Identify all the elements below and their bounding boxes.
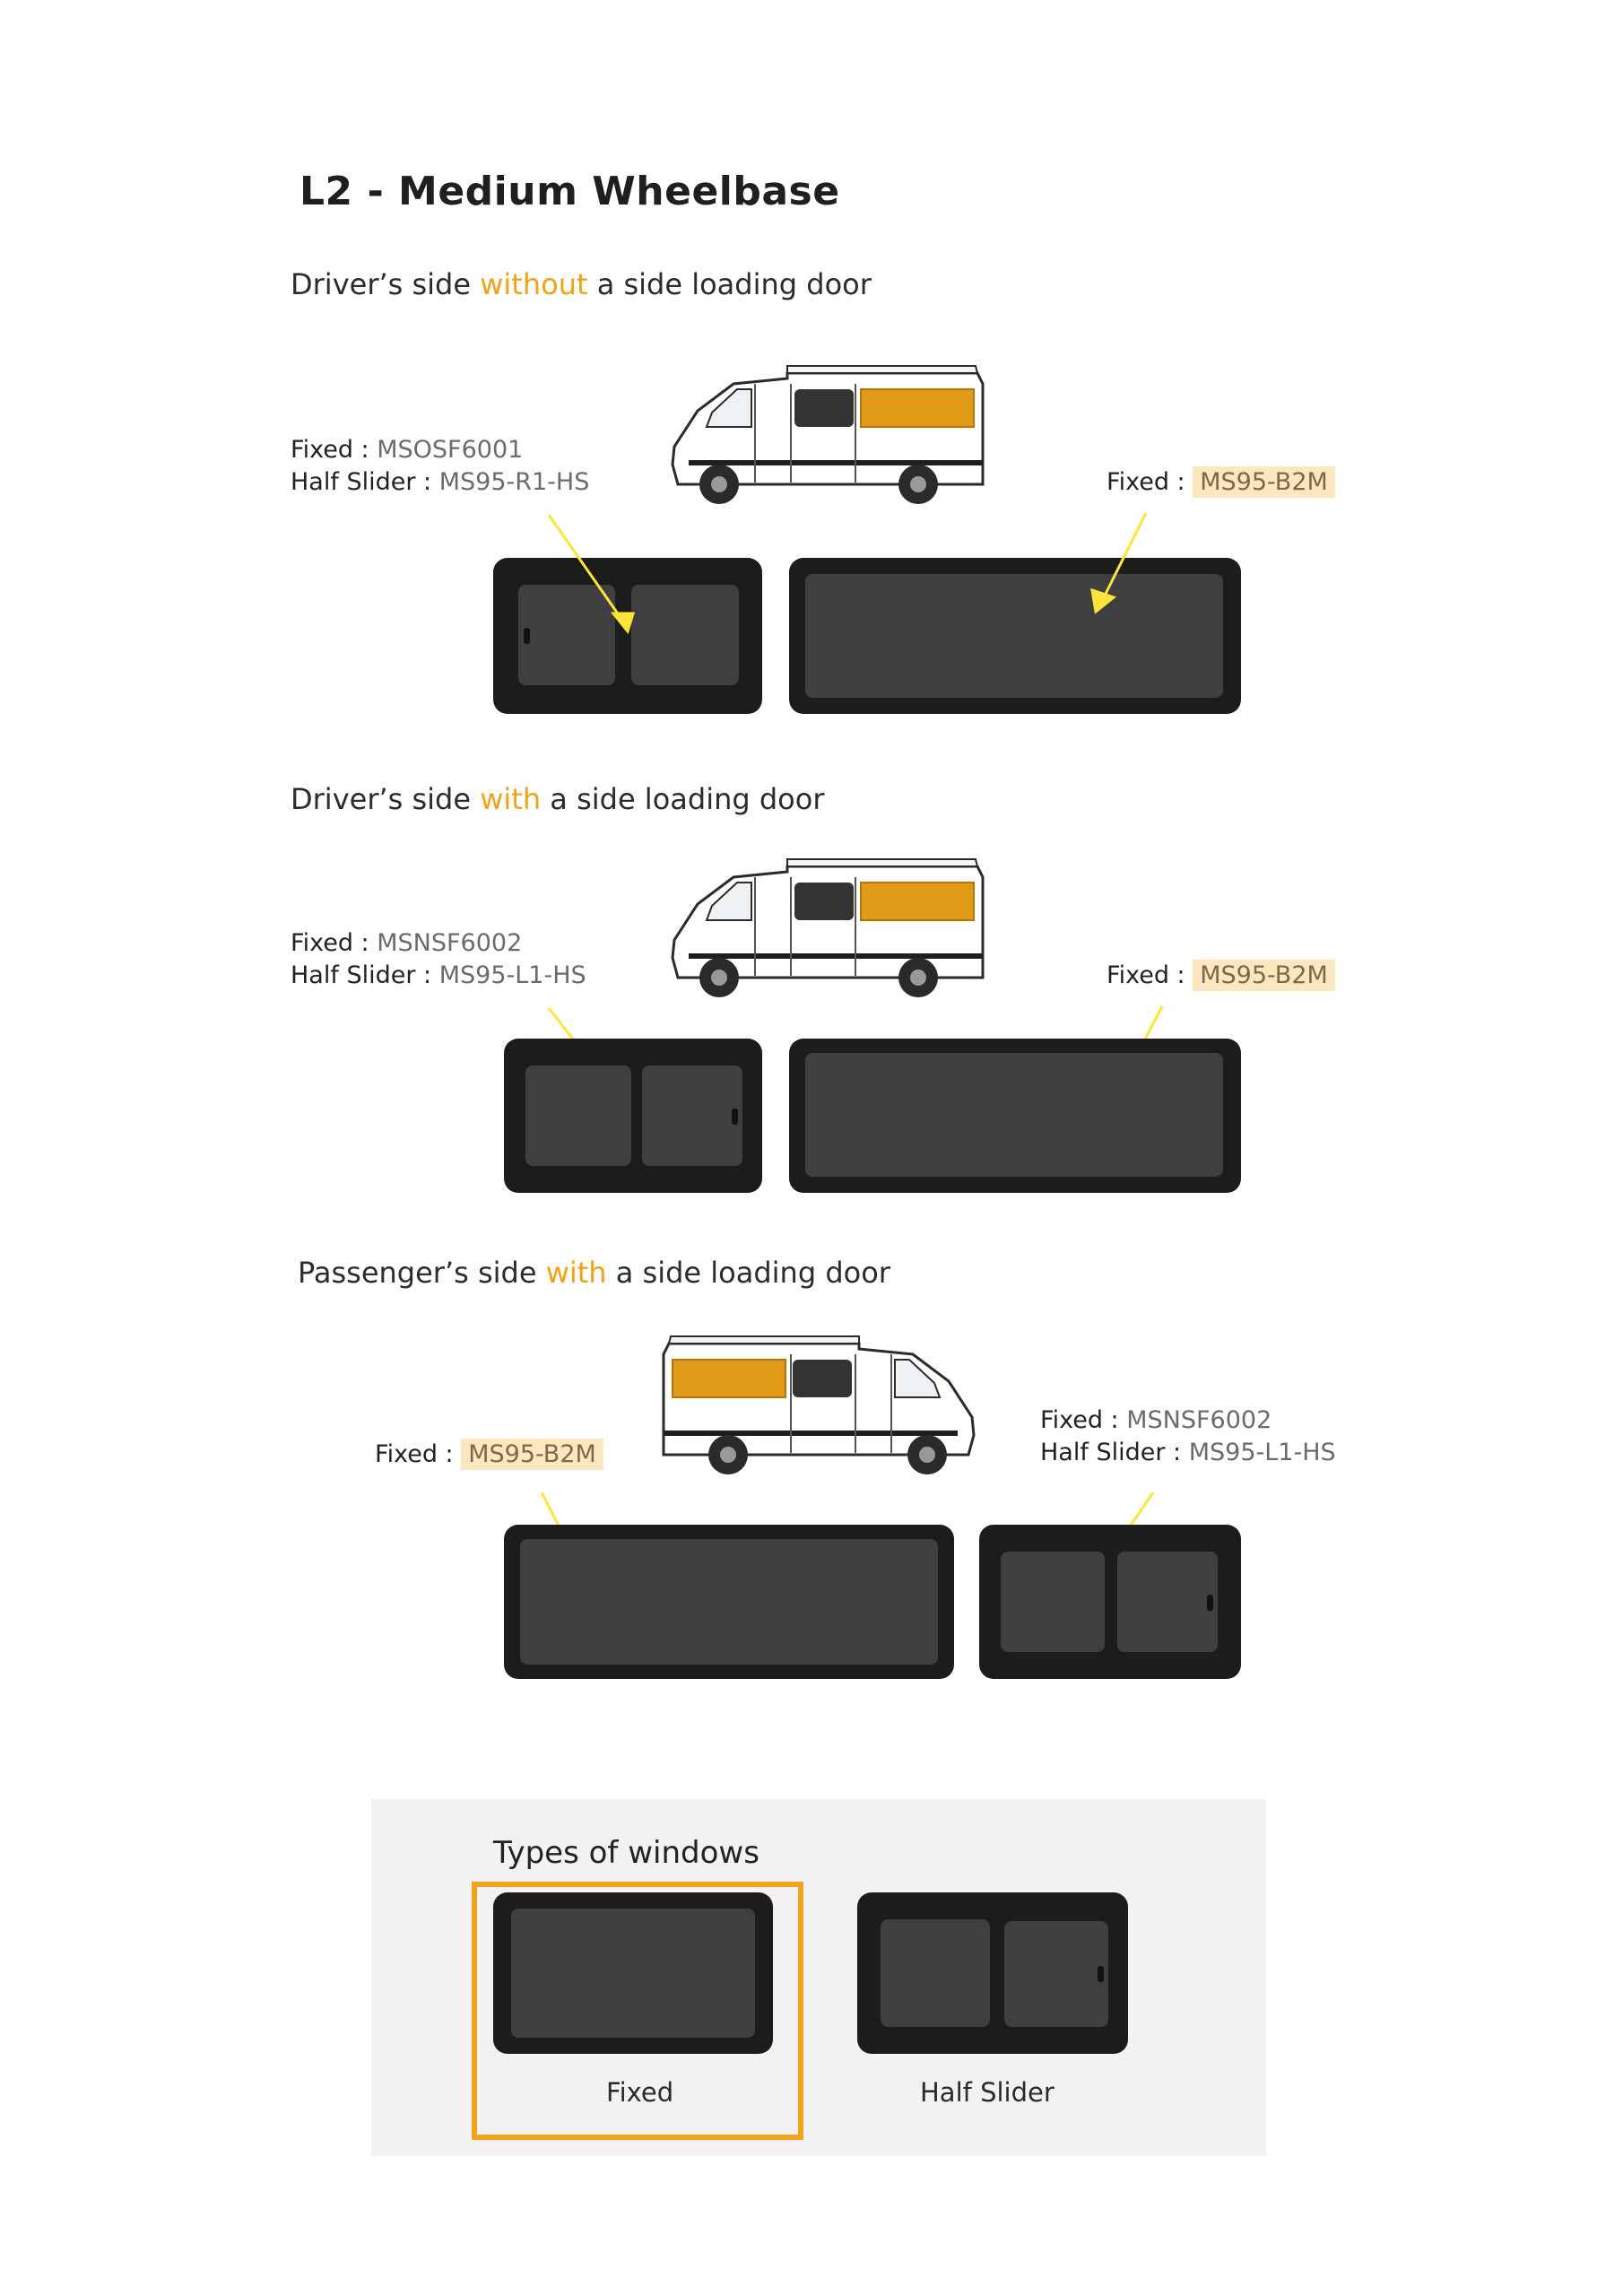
fixed-code: MSNSF6002 — [1126, 1406, 1272, 1434]
van-illustration-driver-side-door — [662, 850, 985, 1003]
legend-fixed-window[interactable] — [493, 1892, 773, 2054]
fixed-label: Fixed : — [375, 1440, 462, 1468]
fixed-code-highlight: MS95-B2M — [461, 1439, 603, 1470]
slider-label: Half Slider : — [291, 468, 439, 496]
window-pane — [805, 1053, 1223, 1177]
window-pane-right — [642, 1065, 742, 1166]
fixed-label: Fixed : — [291, 436, 378, 464]
window-pane-left — [525, 1065, 631, 1166]
van-illustration-passenger-side — [662, 1327, 985, 1480]
window-pane-right — [1117, 1552, 1218, 1652]
window-codes-front-left — [291, 927, 586, 992]
heading-text: Driver’s side — [291, 782, 481, 816]
slider-label: Half Slider : — [1040, 1439, 1189, 1466]
heading-accent-word: with — [545, 1256, 607, 1290]
half-slider-window — [504, 1039, 762, 1193]
window-codes-front-right — [1040, 1405, 1336, 1469]
heading-accent-word: without — [480, 267, 588, 301]
slider-code: MS95-L1-HS — [1188, 1439, 1336, 1466]
slider-code: MS95-R1-HS — [438, 468, 590, 496]
window-codes-rear — [375, 1439, 603, 1471]
fixed-code-highlight: MS95-B2M — [1193, 960, 1335, 991]
fixed-label: Fixed : — [1107, 468, 1193, 496]
heading-text: Driver’s side — [291, 267, 481, 301]
slider-label: Half Slider : — [291, 961, 439, 989]
legend-half-slider-caption: Half Slider — [920, 2077, 1055, 2108]
window-pane-left — [1001, 1552, 1105, 1652]
slider-handle — [1098, 1966, 1104, 1982]
heading-text: Passenger’s side — [298, 1256, 546, 1290]
slider-handle — [1207, 1595, 1213, 1611]
heading-text: a side loading door — [541, 782, 825, 816]
heading-accent-word: with — [480, 782, 542, 816]
page-title: L2 - Medium Wheelbase — [299, 169, 840, 214]
section-heading-passenger-with-door — [298, 1256, 890, 1290]
fixed-window — [504, 1525, 954, 1679]
window-codes-rear — [1107, 960, 1335, 992]
window-pane-left — [881, 1919, 990, 2027]
legend-title: Types of windows — [493, 1835, 759, 1871]
fixed-code: MSNSF6002 — [377, 929, 523, 957]
window-pane — [520, 1539, 938, 1665]
slider-handle — [732, 1109, 738, 1125]
fixed-label: Fixed : — [291, 929, 378, 957]
window-pane — [511, 1909, 755, 2038]
heading-text: a side loading door — [587, 267, 872, 301]
fixed-label: Fixed : — [1040, 1406, 1127, 1434]
fixed-code: MSOSF6001 — [377, 436, 524, 464]
half-slider-window — [979, 1525, 1241, 1679]
legend-fixed-caption: Fixed — [606, 2077, 674, 2108]
fixed-window — [789, 1039, 1241, 1193]
window-pane-right — [1004, 1921, 1108, 2027]
heading-text: a side loading door — [606, 1256, 890, 1290]
fixed-label: Fixed : — [1107, 961, 1193, 989]
slider-code: MS95-L1-HS — [438, 961, 586, 989]
section-heading-driver-with-door — [291, 782, 824, 816]
legend-half-slider-window[interactable] — [857, 1892, 1128, 2054]
fixed-code-highlight: MS95-B2M — [1193, 466, 1335, 498]
